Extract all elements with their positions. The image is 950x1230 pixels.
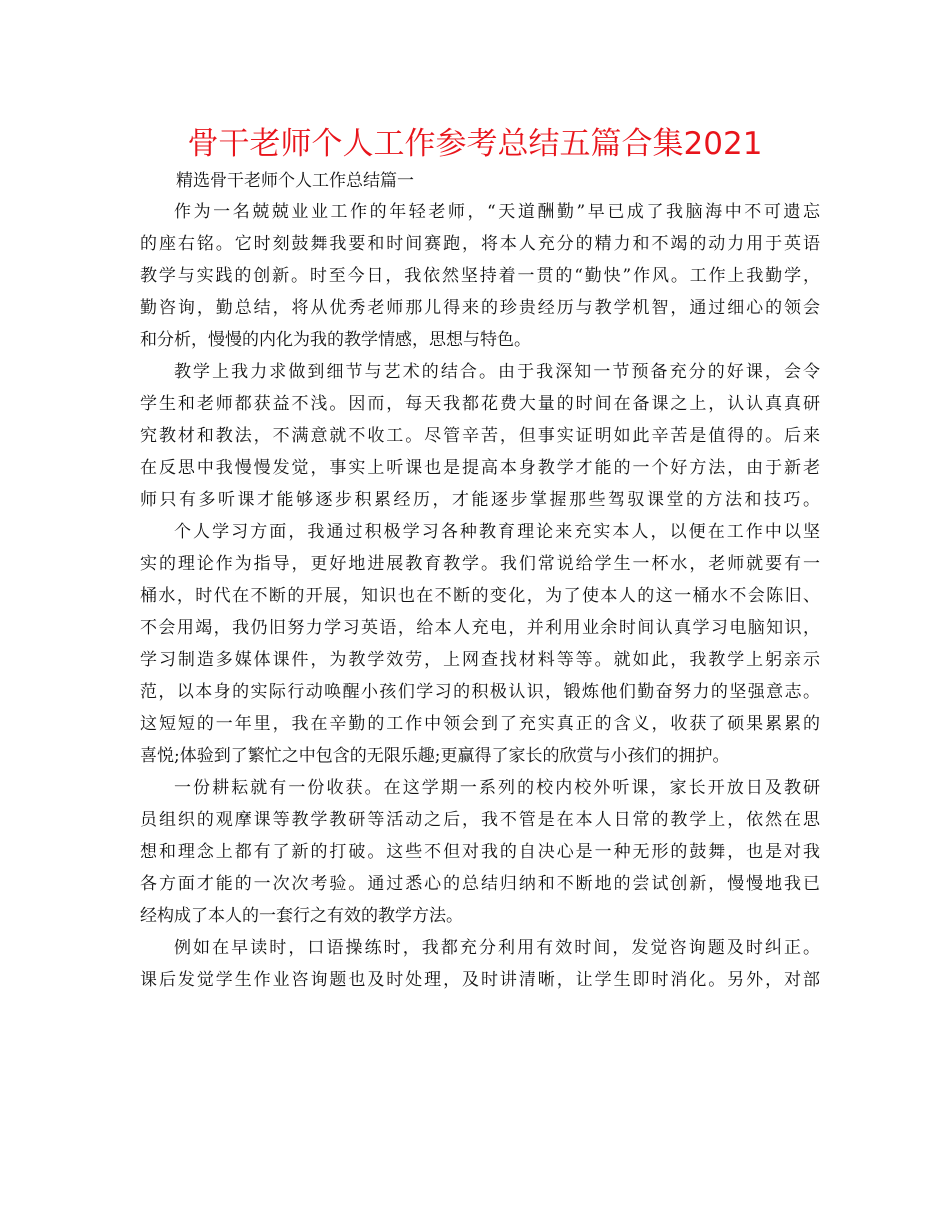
paragraph-line: 个人学习方面，我通过积极学习各种教育理论来充实本人，以便在工作中以坚 — [174, 522, 820, 542]
paragraph-line: 经构成了本人的一套行之有效的教学方法。 — [140, 906, 463, 926]
section-heading: 精选骨干老师个人工作总结篇一 — [176, 171, 414, 191]
paragraph-line: 的座右铭。它时刻鼓舞我要和时间赛跑，将本人充分的精力和不竭的动力用于英语 — [140, 234, 820, 254]
paragraph-line: 想和理念上都有了新的打破。这些不但对我的自决心是一种无形的鼓舞，也是对我 — [140, 842, 820, 862]
paragraph-line: 例如在早读时，口语操练时，我都充分利用有效时间，发觉咨询题及时纠正。 — [174, 938, 820, 958]
paragraph-line: 勤咨询，勤总结，将从优秀老师那儿得来的珍贵经历与教学机智，通过细心的领会 — [140, 298, 820, 318]
paragraph-line: 实的理论作为指导，更好地进展教育教学。我们常说给学生一杯水，老师就要有一 — [140, 554, 820, 574]
paragraph-line: 学生和老师都获益不浅。因而，每天我都花费大量的时间在备课之上，认认真真研 — [140, 394, 820, 414]
paragraph-line: 学习制造多媒体课件，为教学效劳，上网查找材料等等。就如此，我教学上躬亲示 — [140, 650, 820, 670]
paragraph-line: 喜悦;体验到了繁忙之中包含的无限乐趣;更赢得了家长的欣赏与小孩们的拥护。 — [140, 746, 730, 766]
paragraph — [140, 932, 820, 996]
paragraph — [140, 356, 820, 516]
document-body — [140, 166, 820, 996]
paragraph-line: 作为一名兢兢业业工作的年轻老师，“天道酬勤”早已成了我脑海中不可遗忘 — [174, 202, 820, 222]
paragraph-line: 不会用竭，我仍旧努力学习英语，给本人充电，并利用业余时间认真学习电脑知识， — [140, 618, 820, 638]
paragraph — [140, 516, 820, 772]
paragraph-line: 在反思中我慢慢发觉，事实上听课也是提高本身教学才能的一个好方法，由于新老 — [140, 458, 820, 478]
paragraph-line: 员组织的观摩课等教学教研等活动之后，我不管是在本人日常的教学上，依然在思 — [140, 810, 820, 830]
paragraph — [140, 196, 820, 356]
paragraph-line: 教学与实践的创新。时至今日，我依然坚持着一贯的“勤快”作风。工作上我勤学， — [140, 266, 820, 286]
paragraph — [140, 772, 820, 932]
paragraph-line: 各方面才能的一次次考验。通过悉心的总结归纳和不断地的尝试创新，慢慢地我已 — [140, 874, 820, 894]
document-title: 骨干老师个人工作参考总结五篇合集2021 — [187, 126, 763, 162]
paragraph-line: 师只有多听课才能够逐步积累经历，才能逐步掌握那些驾驭课堂的方法和技巧。 — [140, 490, 820, 510]
paragraph-line: 和分析，慢慢的内化为我的教学情感，思想与特色。 — [140, 330, 531, 350]
paragraph-line: 桶水，时代在不断的开展，知识也在不断的变化，为了使本人的这一桶水不会陈旧、 — [140, 586, 820, 606]
paragraph-container — [140, 196, 820, 996]
paragraph-line: 一份耕耘就有一份收获。在这学期一系列的校内校外听课，家长开放日及教研 — [174, 778, 820, 798]
paragraph-line: 这短短的一年里，我在辛勤的工作中领会到了充实真正的含义，收获了硕果累累的 — [140, 714, 820, 734]
paragraph-line: 范，以本身的实际行动唤醒小孩们学习的积极认识，锻炼他们勤奋努力的坚强意志。 — [140, 682, 820, 702]
paragraph-line: 课后发觉学生作业咨询题也及时处理，及时讲清晰，让学生即时消化。另外，对部 — [140, 970, 820, 990]
paragraph-line: 究教材和教法，不满意就不收工。尽管辛苦，但事实证明如此辛苦是值得的。后来 — [140, 426, 820, 446]
paragraph-line: 教学上我力求做到细节与艺术的结合。由于我深知一节预备充分的好课，会令 — [174, 362, 820, 382]
